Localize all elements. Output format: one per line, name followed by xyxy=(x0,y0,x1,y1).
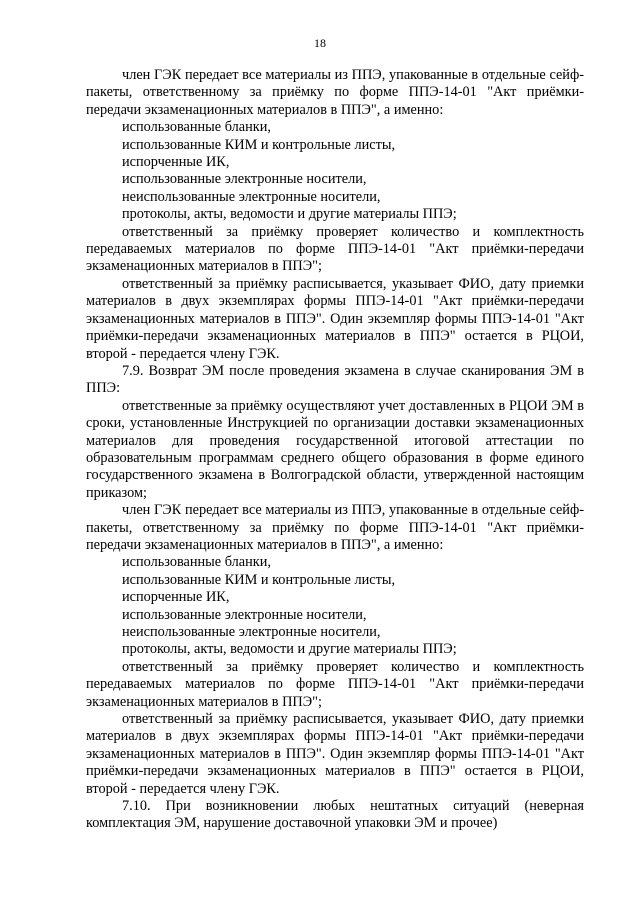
list-item: протоколы, акты, ведомости и другие материалы ППЭ; xyxy=(122,641,457,658)
paragraph: ответственный за приёмку расписывается, указывает ФИО, дату приемки материалов в двух экземплярах формы ППЭ-14-01 "Акт приёмки-передачи экзаменационных материалов в ППЭ". Один экземпляр формы ППЭ-14-01 "Акт приёмки-передачи экзаменационных материалов в ППЭ" остается в РЦОИ, второй - передается члену ГЭК. xyxy=(86,275,584,362)
document-body xyxy=(86,67,584,833)
page-number: 18 xyxy=(314,36,326,50)
paragraph: ответственный за приёмку проверяет количество и комплектность передаваемых материалов по форме ППЭ-14-01 "Акт приёмки-передачи экзаменационных материалов в ППЭ"; xyxy=(86,223,584,275)
paragraph: член ГЭК передает все материалы из ППЭ, упакованные в отдельные сейф-пакеты, ответственному за приёмку по форме ППЭ-14-01 "Акт приёмки-передачи экзаменационных материалов в ППЭ", а именно: xyxy=(86,502,584,553)
list-item: использованные электронные носители, xyxy=(122,606,367,623)
list-item: использованные бланки, xyxy=(122,119,271,136)
list-item: протоколы, акты, ведомости и другие материалы ППЭ; xyxy=(122,206,457,223)
list-item: использованные КИМ и контрольные листы, xyxy=(122,571,396,588)
paragraph: ответственный за приёмку расписывается, указывает ФИО, дату приемки материалов в двух экземплярах формы ППЭ-14-01 "Акт приёмки-передачи экзаменационных материалов в ППЭ". Один экземпляр формы ППЭ-14-01 "Акт приёмки-передачи экзаменационных материалов в ППЭ" остается в РЦОИ, второй - передается члену ГЭК. xyxy=(86,711,584,797)
paragraph: ответственный за приёмку проверяет количество и комплектность передаваемых материалов по форме ППЭ-14-01 "Акт приёмки-передачи экзаменационных материалов в ППЭ"; xyxy=(86,658,584,710)
section-heading: 7.9. Возврат ЭМ после проведения экзамена в случае сканирования ЭМ в ППЭ: xyxy=(86,362,584,397)
list-item: неиспользованные электронные носители, xyxy=(122,624,381,640)
list-item: использованные КИМ и контрольные листы, xyxy=(122,136,396,153)
list-item: испорченные ИК, xyxy=(122,154,230,171)
list-item: использованные бланки, xyxy=(122,554,271,571)
list-item: использованные электронные носители, xyxy=(122,171,367,188)
section-heading: 7.10. При возникновении любых нештатных ситуаций (неверная комплектация ЭМ, нарушение доставочной упаковки ЭМ и прочее) xyxy=(86,798,584,832)
list-item: неиспользованные электронные носители, xyxy=(122,188,381,205)
list-item: испорченные ИК, xyxy=(122,589,230,606)
paragraph: ответственные за приёмку осуществляют учет доставленных в РЦОИ ЭМ в сроки, установленные Инструкцией по организации доставки экзаменационных материалов для проведения государственной итоговой аттестации по образовательным программам среднего общего образования в форме единого государственного экзамена в Волгоградской области, утвержденной настоящим приказом; xyxy=(86,397,584,501)
paragraph: член ГЭК передает все материалы из ППЭ, упакованные в отдельные сейф-пакеты, ответственному за приёмку по форме ППЭ-14-01 "Акт приёмки-передачи экзаменационных материалов в ППЭ", а именно: xyxy=(86,67,584,118)
